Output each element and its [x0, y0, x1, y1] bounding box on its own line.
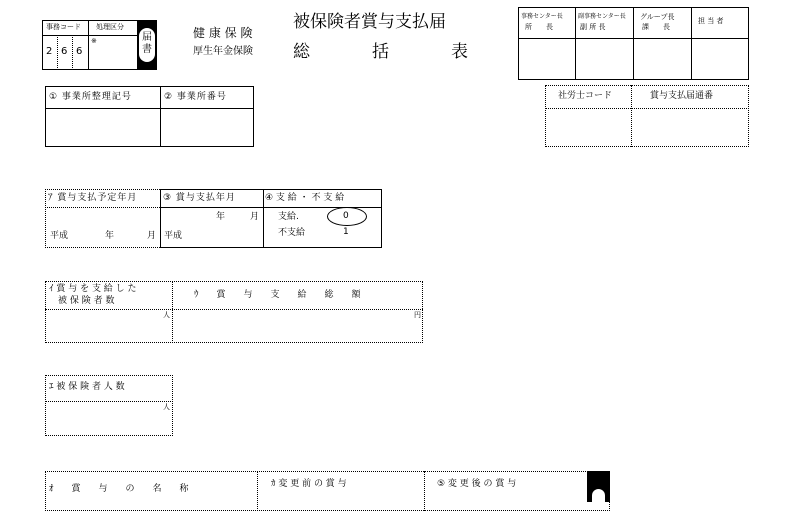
planned-era-label: 平成	[50, 231, 69, 241]
page-title: 被保険者賞与支払届	[293, 12, 446, 32]
office-ref-label: ① 事業所整理記号	[49, 92, 132, 102]
office-code-digit-1: 2	[46, 46, 53, 57]
approval-col-2-line1: 副事務センター長	[578, 13, 626, 20]
approval-col-3-line2: 課 長	[642, 23, 670, 31]
paid-option-label: 支給.	[278, 212, 299, 222]
planned-month-unit: 月	[147, 231, 157, 241]
unpaid-option-label: 不支給	[278, 228, 306, 238]
paid-unpaid-label: ④ 支 給 ・ 不 支 給	[265, 193, 345, 203]
office-number-input[interactable]	[161, 109, 253, 146]
office-code-digit-2: 6	[61, 46, 68, 57]
payment-month-label: ③ 賞与支払年月	[163, 193, 236, 203]
office-code-label: 事務コード	[46, 23, 81, 31]
insured-bonus-label-line1: ｲ 賞 与 を 支 給 し た	[49, 284, 137, 294]
unpaid-option-code: 1	[343, 227, 349, 237]
bonus-name-label: ｵ 賞 与 の 名 称	[49, 484, 189, 494]
submission-badge-text: 届書	[142, 32, 152, 55]
bonus-total-amount-input[interactable]	[173, 310, 422, 342]
process-mark: ※	[91, 37, 97, 45]
process-category-label: 処理区分	[96, 23, 124, 31]
payment-era-label: 平成	[164, 231, 183, 241]
insurance-type-pension: 厚生年金保険	[193, 46, 253, 57]
insured-count-unit: 人	[163, 403, 170, 411]
payment-month-unit: 月	[250, 212, 260, 222]
approval-col-1-line2: 所 長	[525, 23, 553, 31]
office-ref-input[interactable]	[46, 109, 159, 146]
page-title-char-3: 表	[451, 42, 468, 62]
bonus-notice-number-input[interactable]	[632, 109, 748, 146]
office-number-label: ② 事業所番号	[164, 92, 227, 102]
page-title-char-2: 括	[372, 42, 389, 62]
insurance-type-health: 健 康 保 険	[193, 26, 253, 40]
approval-col-3-line1: グループ長	[640, 13, 675, 21]
insured-bonus-label-line2: 被 保 険 者 数	[58, 296, 115, 306]
before-change-label: ｶ 変 更 前 の 賞 与	[271, 479, 347, 489]
approval-col-1-line1: 事務センター長	[521, 13, 563, 20]
planned-year-label: 年	[105, 231, 115, 241]
submission-badge	[137, 20, 157, 70]
sharoushi-code-label: 社労士コード	[558, 91, 613, 101]
approval-col-4-line1: 担 当 者	[698, 17, 724, 25]
bonus-total-label: ｳ 賞 与 支 給 総 額	[194, 290, 361, 300]
after-change-label: ⑤ 変 更 後 の 賞 与	[437, 479, 517, 489]
insured-count-input[interactable]	[46, 402, 172, 435]
planned-month-label: ｱ 賞与支払予定年月	[48, 193, 138, 203]
page-title-char-1: 総	[293, 42, 310, 62]
office-code-digit-3: 6	[76, 46, 83, 57]
bonus-notice-number-label: 賞与支払届通番	[650, 91, 714, 101]
insured-count-label: ｴ 被 保 険 者 人 数	[49, 382, 125, 392]
insured-bonus-unit: 人	[163, 311, 170, 319]
insured-bonus-count-input[interactable]	[46, 310, 171, 342]
payment-year-label: 年	[216, 212, 226, 222]
bonus-total-unit: 円	[414, 311, 421, 319]
paid-option-code: 0	[343, 211, 349, 221]
after-change-marker	[587, 471, 610, 502]
approval-col-2-line2: 副 所 長	[580, 23, 606, 31]
sharoushi-code-input[interactable]	[546, 109, 630, 146]
